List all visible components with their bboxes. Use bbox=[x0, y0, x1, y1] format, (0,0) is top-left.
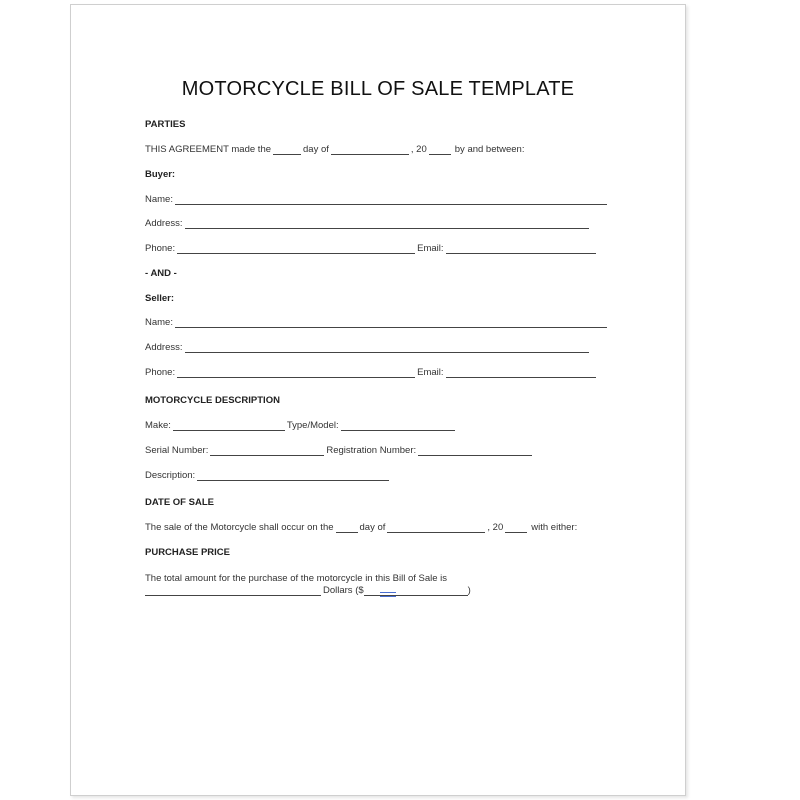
price-amount-row bbox=[145, 585, 471, 596]
buyer-heading: Buyer: bbox=[145, 169, 176, 180]
sale-text-3: , 20 bbox=[487, 522, 504, 533]
buyer-phone-row bbox=[145, 243, 598, 254]
description-row bbox=[145, 470, 391, 481]
document-title: MOTORCYCLE BILL OF SALE TEMPLATE bbox=[181, 78, 575, 100]
sale-year-blank[interactable] bbox=[505, 523, 527, 533]
make-field[interactable] bbox=[173, 421, 285, 431]
price-heading: PURCHASE PRICE bbox=[145, 547, 230, 558]
buyer-name-field[interactable] bbox=[175, 195, 607, 205]
parties-heading: PARTIES bbox=[145, 119, 186, 130]
seller-name-label: Name: bbox=[145, 317, 173, 328]
make-row bbox=[145, 420, 457, 431]
description-label: Description: bbox=[145, 470, 196, 481]
sale-day-blank[interactable] bbox=[336, 523, 358, 533]
agreement-day-blank[interactable] bbox=[273, 145, 301, 155]
agreement-year-blank[interactable] bbox=[429, 145, 451, 155]
seller-phone-label: Phone: bbox=[145, 367, 176, 378]
seller-address-row bbox=[145, 342, 591, 353]
serial-field[interactable] bbox=[210, 446, 324, 456]
seller-name-row bbox=[145, 317, 609, 328]
type-model-field[interactable] bbox=[341, 421, 455, 431]
agreement-text-1: THIS AGREEMENT made the bbox=[145, 144, 272, 155]
seller-heading: Seller: bbox=[145, 293, 175, 304]
dollars-label: Dollars ($ bbox=[323, 585, 364, 596]
and-separator: - AND - bbox=[145, 268, 177, 279]
agreement-text-2: day of bbox=[303, 144, 329, 155]
description-heading: MOTORCYCLE DESCRIPTION bbox=[145, 395, 280, 406]
cursor-mark bbox=[380, 592, 396, 597]
sale-text-2: day of bbox=[359, 522, 386, 533]
seller-address-label: Address: bbox=[145, 342, 183, 353]
agreement-line bbox=[145, 144, 525, 155]
agreement-text-4: by and between: bbox=[454, 144, 525, 155]
buyer-phone-field[interactable] bbox=[177, 244, 415, 254]
registration-field[interactable] bbox=[418, 446, 532, 456]
sale-text-1: The sale of the Motorcycle shall occur on the bbox=[145, 522, 334, 533]
date-heading: DATE OF SALE bbox=[145, 497, 214, 508]
seller-address-field[interactable] bbox=[185, 343, 589, 353]
buyer-name-label: Name: bbox=[145, 194, 173, 205]
document-page bbox=[70, 4, 686, 796]
registration-label: Registration Number: bbox=[326, 445, 417, 456]
seller-email-label: Email: bbox=[417, 367, 444, 378]
buyer-email-label: Email: bbox=[417, 243, 444, 254]
sale-text-4: with either: bbox=[531, 522, 578, 533]
seller-name-field[interactable] bbox=[175, 318, 607, 328]
buyer-email-field[interactable] bbox=[446, 244, 596, 254]
serial-label: Serial Number: bbox=[145, 445, 209, 456]
close-paren: ) bbox=[467, 585, 471, 596]
sale-month-blank[interactable] bbox=[387, 523, 485, 533]
buyer-name-row bbox=[145, 194, 609, 205]
seller-phone-row bbox=[145, 367, 598, 378]
agreement-text-3: , 20 bbox=[410, 144, 427, 155]
price-text: The total amount for the purchase of the motorcycle in this Bill of Sale is bbox=[145, 573, 448, 584]
agreement-month-blank[interactable] bbox=[331, 145, 409, 155]
buyer-address-field[interactable] bbox=[185, 219, 589, 229]
buyer-address-label: Address: bbox=[145, 218, 183, 229]
serial-row bbox=[145, 445, 534, 456]
price-words-field[interactable] bbox=[145, 586, 321, 596]
price-amount-field[interactable] bbox=[364, 586, 468, 596]
make-label: Make: bbox=[145, 420, 171, 431]
seller-phone-field[interactable] bbox=[177, 368, 415, 378]
buyer-address-row bbox=[145, 218, 591, 229]
type-model-label: Type/Model: bbox=[286, 420, 339, 431]
sale-date-line bbox=[145, 522, 577, 533]
description-field[interactable] bbox=[197, 471, 389, 481]
seller-email-field[interactable] bbox=[446, 368, 596, 378]
buyer-phone-label: Phone: bbox=[145, 243, 176, 254]
